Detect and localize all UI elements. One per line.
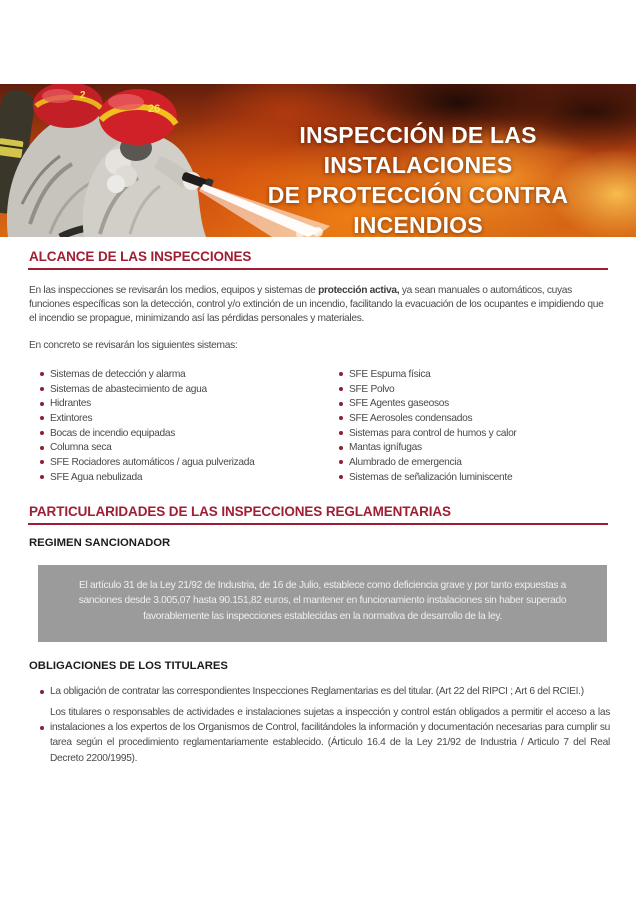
section-rule-particularidades: [28, 523, 608, 525]
section-heading-particularidades: PARTICULARIDADES DE LAS INSPECCIONES REGLAMENTARIAS: [29, 504, 451, 519]
bullet-icon: [40, 690, 44, 694]
bullet-icon: [40, 446, 44, 450]
bullet-icon: [40, 431, 44, 435]
obligation-item-1: [28, 685, 610, 699]
system-label: Mantas ignífugas: [349, 442, 422, 454]
system-list-item: [327, 396, 612, 411]
bullet-icon: [40, 460, 44, 464]
system-list-item: [28, 470, 327, 485]
section-rule-alcance: [28, 268, 608, 270]
system-list-item: [327, 455, 612, 470]
systems-list-intro: En concreto se revisarán los siguientes sistemas:: [29, 340, 238, 351]
system-label: SFE Aerosoles condensados: [349, 412, 473, 424]
obligation-text: Los titulares o responsables de actividades e instalaciones sujetas a inspección y control están obligados a permitir el acceso a las instalaciones a los expertos de los Organismos de Control, facilitándoles la información y documentación necesarias para cumplir su tarea según el procedimiento reglamentariamente establecido. (Árticulo 16.4 de la Ley 21/92 de Industria / Articulo 7 del Real Decreto 2200/1995).: [50, 707, 610, 764]
intro-suffix: ya sean manuales o automáticos, cuyas funciones específicas son la detección, control y/o extinción de un incendio, facilitando la evacuación de los ocupantes e impidiendo que el incendio se propague, minimizando así las pérdidas personales y materiales.: [29, 285, 604, 324]
system-label: SFE Agentes gaseosos: [349, 398, 449, 410]
system-label: SFE Espuma física: [349, 368, 431, 380]
system-label: Extintores: [50, 412, 93, 424]
system-label: SFE Rociadores automáticos / agua pulverizada: [50, 456, 255, 468]
system-list-item: [28, 426, 327, 441]
page-title: [222, 120, 614, 237]
system-list-item: [28, 382, 327, 397]
system-list-item: [327, 440, 612, 455]
bullet-icon: [40, 475, 44, 479]
system-list-item: [28, 367, 327, 382]
system-label: Sistemas para control de humos y calor: [349, 427, 517, 439]
subheading-regimen: REGIMEN SANCIONADOR: [29, 537, 171, 549]
system-label: SFE Polvo: [349, 383, 395, 395]
systems-list-left: [28, 367, 327, 485]
system-label: Sistemas de detección y alarma: [50, 368, 186, 380]
bullet-icon: [339, 402, 343, 406]
sanction-notice-box: El artículo 31 de la Ley 21/92 de Industria, de 16 de Julio, establece como deficiencia grave y por tanto expuestas a sanciones desde 3.005,07 hasta 90.151,82 euros, el mantener en funcionamiento instalaciones sin haber superado favorablemente las inspecciones establecidas en la normativa de desarrollo de la ley.: [38, 565, 607, 642]
system-label: Hidrantes: [50, 398, 91, 410]
system-label: SFE Agua nebulizada: [50, 471, 143, 483]
bullet-icon: [40, 387, 44, 391]
bullet-icon: [40, 726, 44, 730]
bullet-icon: [339, 372, 343, 376]
bullet-icon: [40, 402, 44, 406]
system-list-item: [327, 382, 612, 397]
hero-banner: [0, 84, 636, 237]
system-label: Sistemas de abastecimiento de agua: [50, 383, 207, 395]
systems-list-right: [327, 367, 612, 485]
bullet-icon: [40, 372, 44, 376]
intro-paragraph: [29, 284, 609, 326]
system-label: Bocas de incendio equipadas: [50, 427, 176, 439]
system-list-item: [28, 396, 327, 411]
system-list-item: [327, 367, 612, 382]
system-label: Sistemas de señalización luminiscente: [349, 471, 513, 483]
section-heading-alcance: ALCANCE DE LAS INSPECCIONES: [29, 249, 252, 264]
system-list-item: [28, 440, 327, 455]
system-list-item: [28, 455, 327, 470]
system-list-item: [28, 411, 327, 426]
system-list-item: [327, 470, 612, 485]
systems-lists: [28, 367, 612, 485]
system-label: Columna seca: [50, 442, 112, 454]
page-title-line2: DE PROTECCIÓN CONTRA INCENDIOS: [267, 182, 569, 237]
intro-prefix: En las inspecciones se revisarán los medios, equipos y sistemas de: [29, 285, 319, 296]
bullet-icon: [339, 431, 343, 435]
helmet-number-front: 26: [148, 103, 161, 115]
intro-bold: protección activa,: [318, 285, 400, 296]
bullet-icon: [339, 475, 343, 479]
bullet-icon: [339, 387, 343, 391]
system-list-item: [327, 426, 612, 441]
bullet-icon: [339, 446, 343, 450]
bullet-icon: [339, 416, 343, 420]
bullet-icon: [40, 416, 44, 420]
system-label: Alumbrado de emergencia: [349, 456, 462, 468]
helmet-number-rear: 2: [80, 90, 86, 101]
page-title-line1: INSPECCIÓN DE LAS INSTALACIONES: [299, 122, 537, 178]
subheading-obligaciones: OBLIGACIONES DE LOS TITULARES: [29, 660, 228, 672]
system-list-item: [327, 411, 612, 426]
bullet-icon: [339, 460, 343, 464]
obligation-text: La obligación de contratar las correspondientes Inspecciones Reglamentarias es del titular. (Art 22 del RIPCI ; Art 6 del RCIEI.): [50, 686, 584, 697]
obligation-item-2: [28, 705, 610, 766]
